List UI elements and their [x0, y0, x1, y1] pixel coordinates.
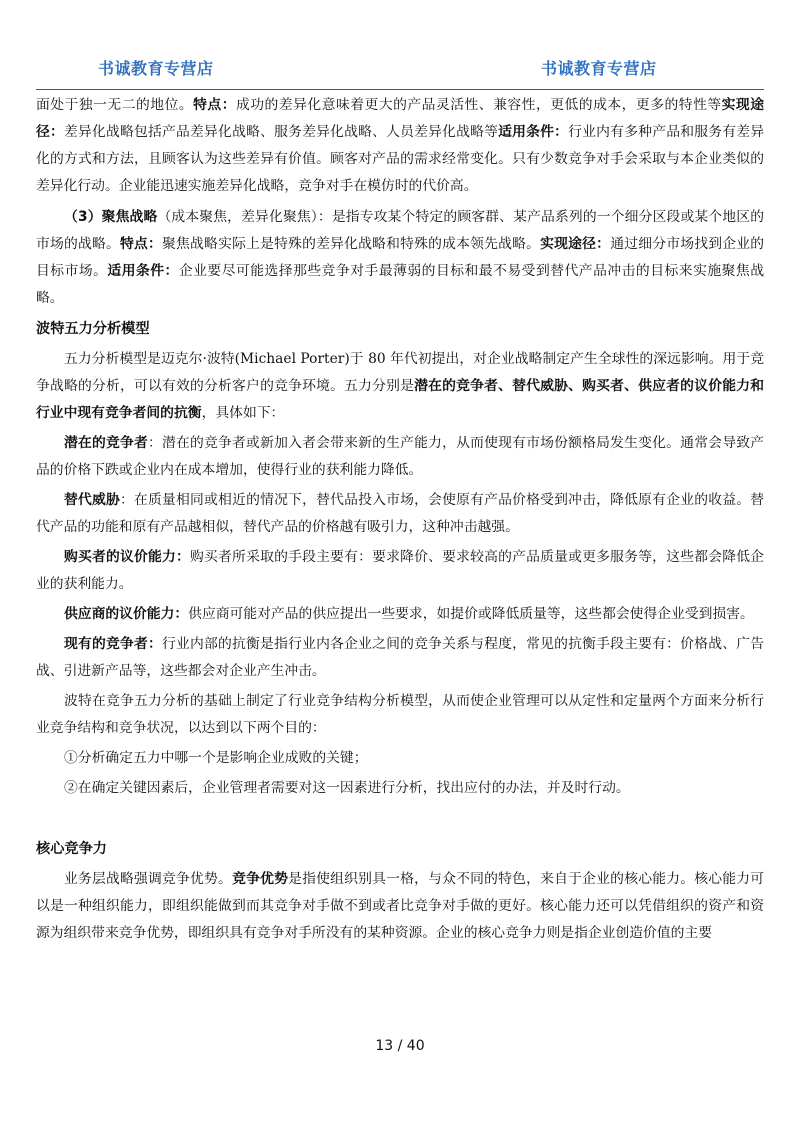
- paragraph-suppliers: [36, 601, 764, 628]
- bold-label: （3）聚焦战略: [64, 209, 158, 225]
- list-item-goal-1: ①分析确定五力中哪一个是影响企业成败的关键；: [64, 750, 368, 766]
- text-span: 面处于独一无二的地位。: [36, 97, 194, 113]
- page-number: 13 / 40: [375, 1038, 425, 1054]
- text-span: 差异化战略包括产品差异化战略、服务差异化战略、人员差异化战略等: [64, 124, 499, 140]
- header-store-name-left: 书诚教育专营店: [98, 59, 214, 78]
- paragraph-substitutes: [36, 487, 764, 541]
- text-span: 五力分析模型是迈克尔·波特(Michael Porter)于 80 年代初提出，对企业战略制定产生全球性的深远影响。用于竞争战略的分析，可以有效的分析客户的竞争环境。五力分别是: [36, 351, 764, 394]
- paragraph-differentiation: [36, 92, 764, 200]
- text-span: 供应商可能对产品的供应提出一些要求，如提价或降低质量等，这些都会使得企业受到损害。: [188, 606, 754, 622]
- bold-label: 购买者的议价能力：: [64, 549, 191, 565]
- bold-label: 现有的竞争者：: [64, 636, 163, 652]
- text-span: 行业内有多种产品和服务有差异化的方式和方法，且顾客认为这些差异有价值。顾客对产品的需求经常变化。只有少数竞争对手会采取与本企业类似的差异化行动。企业能迅速实施差异化战略，竞争对手在模仿时的代价高。: [36, 124, 765, 194]
- paragraph-five-forces-intro: [36, 346, 764, 427]
- paragraph-existing-competitors: [36, 631, 764, 685]
- bold-label: 特点：: [120, 236, 163, 252]
- header-divider: [36, 89, 764, 90]
- bold-label: 适用条件：: [498, 124, 569, 140]
- list-item-goal-2: ②在确定关键因素后，企业管理者需要对这一因素进行分析，找出应付的办法，并及时行动。: [64, 780, 630, 796]
- text-span: （成本聚焦，差异化聚焦）：是指专攻某个特定的顾客群、某产品系列的一个细分区段或某个地区的市场的战略。: [36, 209, 764, 252]
- text-span: ：潜在的竞争者或新加入者会带来新的生产能力，从而使现有市场份额格局发生变化。通常会导致产品的价格下跌或企业内在成本增加，使得行业的获利能力降低。: [36, 435, 765, 478]
- bold-label: 潜在的竞争者、替代威胁、购买者、供应者的议价能力和行业中现有竞争者间的抗衡: [36, 378, 765, 421]
- text-span: 业务层战略强调竞争优势。: [64, 871, 233, 887]
- bold-label: 竞争优势: [232, 871, 289, 887]
- text-span: ：在质量相同或相近的情况下，替代品投入市场，会使原有产品价格受到冲击，降低原有企业的收益。替代产品的功能和原有产品越相似，替代产品的价格越有吸引力，这种冲击越强。: [36, 492, 765, 535]
- bold-label: 适用条件：: [107, 263, 179, 279]
- text-span: 购买者所采取的手段主要有：要求降价、要求较高的产品质量或更多服务等，这些都会降低企业的获利能力。: [36, 549, 765, 592]
- bold-label: 替代威胁: [64, 492, 121, 508]
- text-span: 是指使组织别具一格，与众不同的特色，来自于企业的核心能力。核心能力可以是一种组织能力，即组织能做到而其竞争对手做不到或者比竞争对手做的更好。核心能力还可以凭借组织的资产和资源为组织带来竞争优势，即组织具有竞争对手所没有的某种资源。企业的核心竞争力则是指企业创造价值的主要: [36, 871, 765, 941]
- text-span: 通过细分市场找到企业的目标市场。: [36, 236, 765, 279]
- header-store-name-right: 书诚教育专营店: [541, 59, 657, 78]
- bold-label: 实现途径：: [36, 97, 765, 140]
- bold-label: 特点：: [193, 97, 236, 113]
- paragraph-industry-structure: 波特在竞争五力分析的基础上制定了行业竞争结构分析模型，从而使企业管理可以从定性和定量两个方面来分析行业竞争结构和竞争状况，以达到以下两个目的：: [36, 693, 764, 736]
- text-span: ，具体如下：: [201, 405, 285, 421]
- paragraph-potential-entrants: [36, 430, 764, 484]
- text-span: 成功的差异化意味着更大的产品灵活性、兼容性，更低的成本，更多的特性等: [235, 97, 722, 113]
- section-heading-core-competence: 核心竞争力: [36, 841, 107, 857]
- paragraph-buyers: [36, 544, 764, 598]
- bold-label: 实现途径：: [540, 236, 611, 252]
- document-body: [36, 92, 764, 947]
- text-span: 聚焦战略实际上是特殊的差异化战略和特殊的成本领先战略。: [162, 236, 541, 252]
- text-span: 行业内部的抗衡是指行业内各企业之间的竞争关系与程度，常见的抗衡手段主要有：价格战、广告战、引进新产品等，这些都会对企业产生冲击。: [36, 636, 764, 679]
- bold-label: 潜在的竞争者: [64, 435, 149, 451]
- section-heading-porter: 波特五力分析模型: [36, 321, 150, 337]
- paragraph-focus-strategy: [36, 204, 764, 312]
- bold-label: 供应商的议价能力：: [64, 606, 189, 622]
- paragraph-core-competence: [36, 866, 764, 947]
- text-span: 企业要尽可能选择那些竞争对手最薄弱的目标和最不易受到替代产品冲击的目标来实施聚焦战略。: [36, 263, 765, 306]
